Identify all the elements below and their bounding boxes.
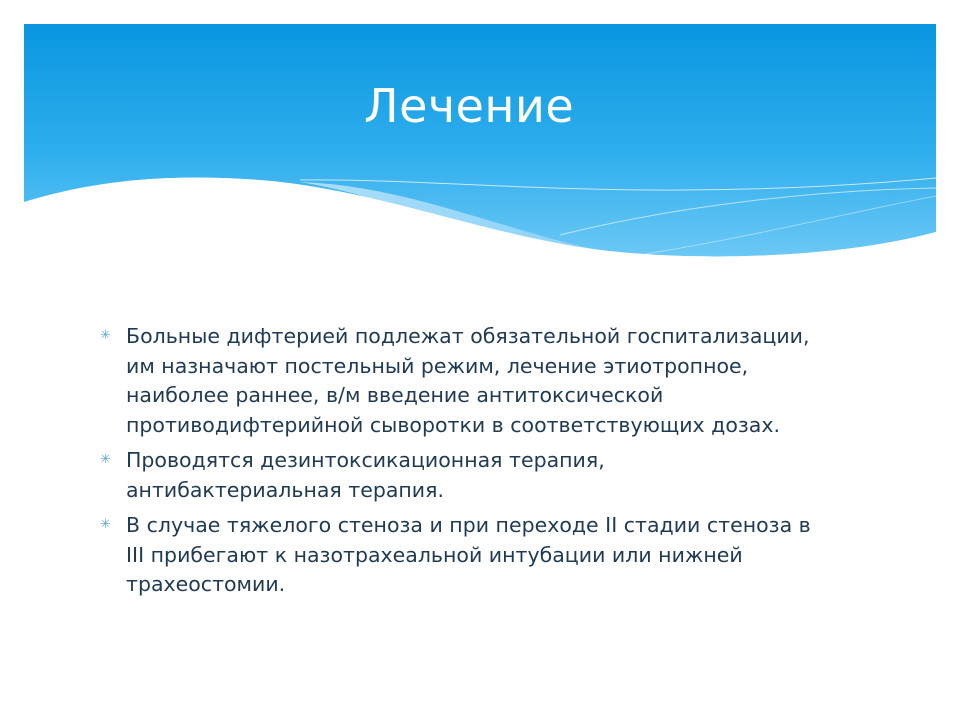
header-wave-background (0, 0, 960, 280)
bullet-item-1 (100, 322, 870, 440)
bullet-line: Проводятся дезинтоксикационная терапия, (126, 448, 605, 472)
asterisk-bullet-icon: ✳ (100, 452, 111, 467)
slide-title: Лечение (364, 79, 575, 133)
bullet-line: антибактериальная терапия. (126, 477, 444, 502)
bullet-line: противодифтерийной сыворотки в соответствующих дозах. (126, 412, 780, 437)
bullet-item-2 (100, 446, 870, 505)
slide-body (100, 322, 870, 606)
bullet-line: наиболее раннее, в/м введение антитоксической (126, 383, 664, 407)
bullet-list (100, 322, 870, 600)
asterisk-bullet-icon: ✳ (100, 517, 111, 532)
bullet-line: трахеостомии. (126, 572, 286, 596)
bullet-line: им назначают постельный режим, лечение этиотропное, (126, 353, 749, 378)
bullet-line: В случае тяжелого стеноза и при переходе II стадии стеноза в (126, 513, 811, 537)
bullet-item-3 (100, 511, 870, 600)
asterisk-bullet-icon: ✳ (100, 328, 111, 343)
bullet-line: Больные дифтерией подлежат обязательной госпитализации, (126, 324, 810, 348)
bullet-line: III прибегают к назотрахеальной интубации или нижней (126, 542, 743, 567)
